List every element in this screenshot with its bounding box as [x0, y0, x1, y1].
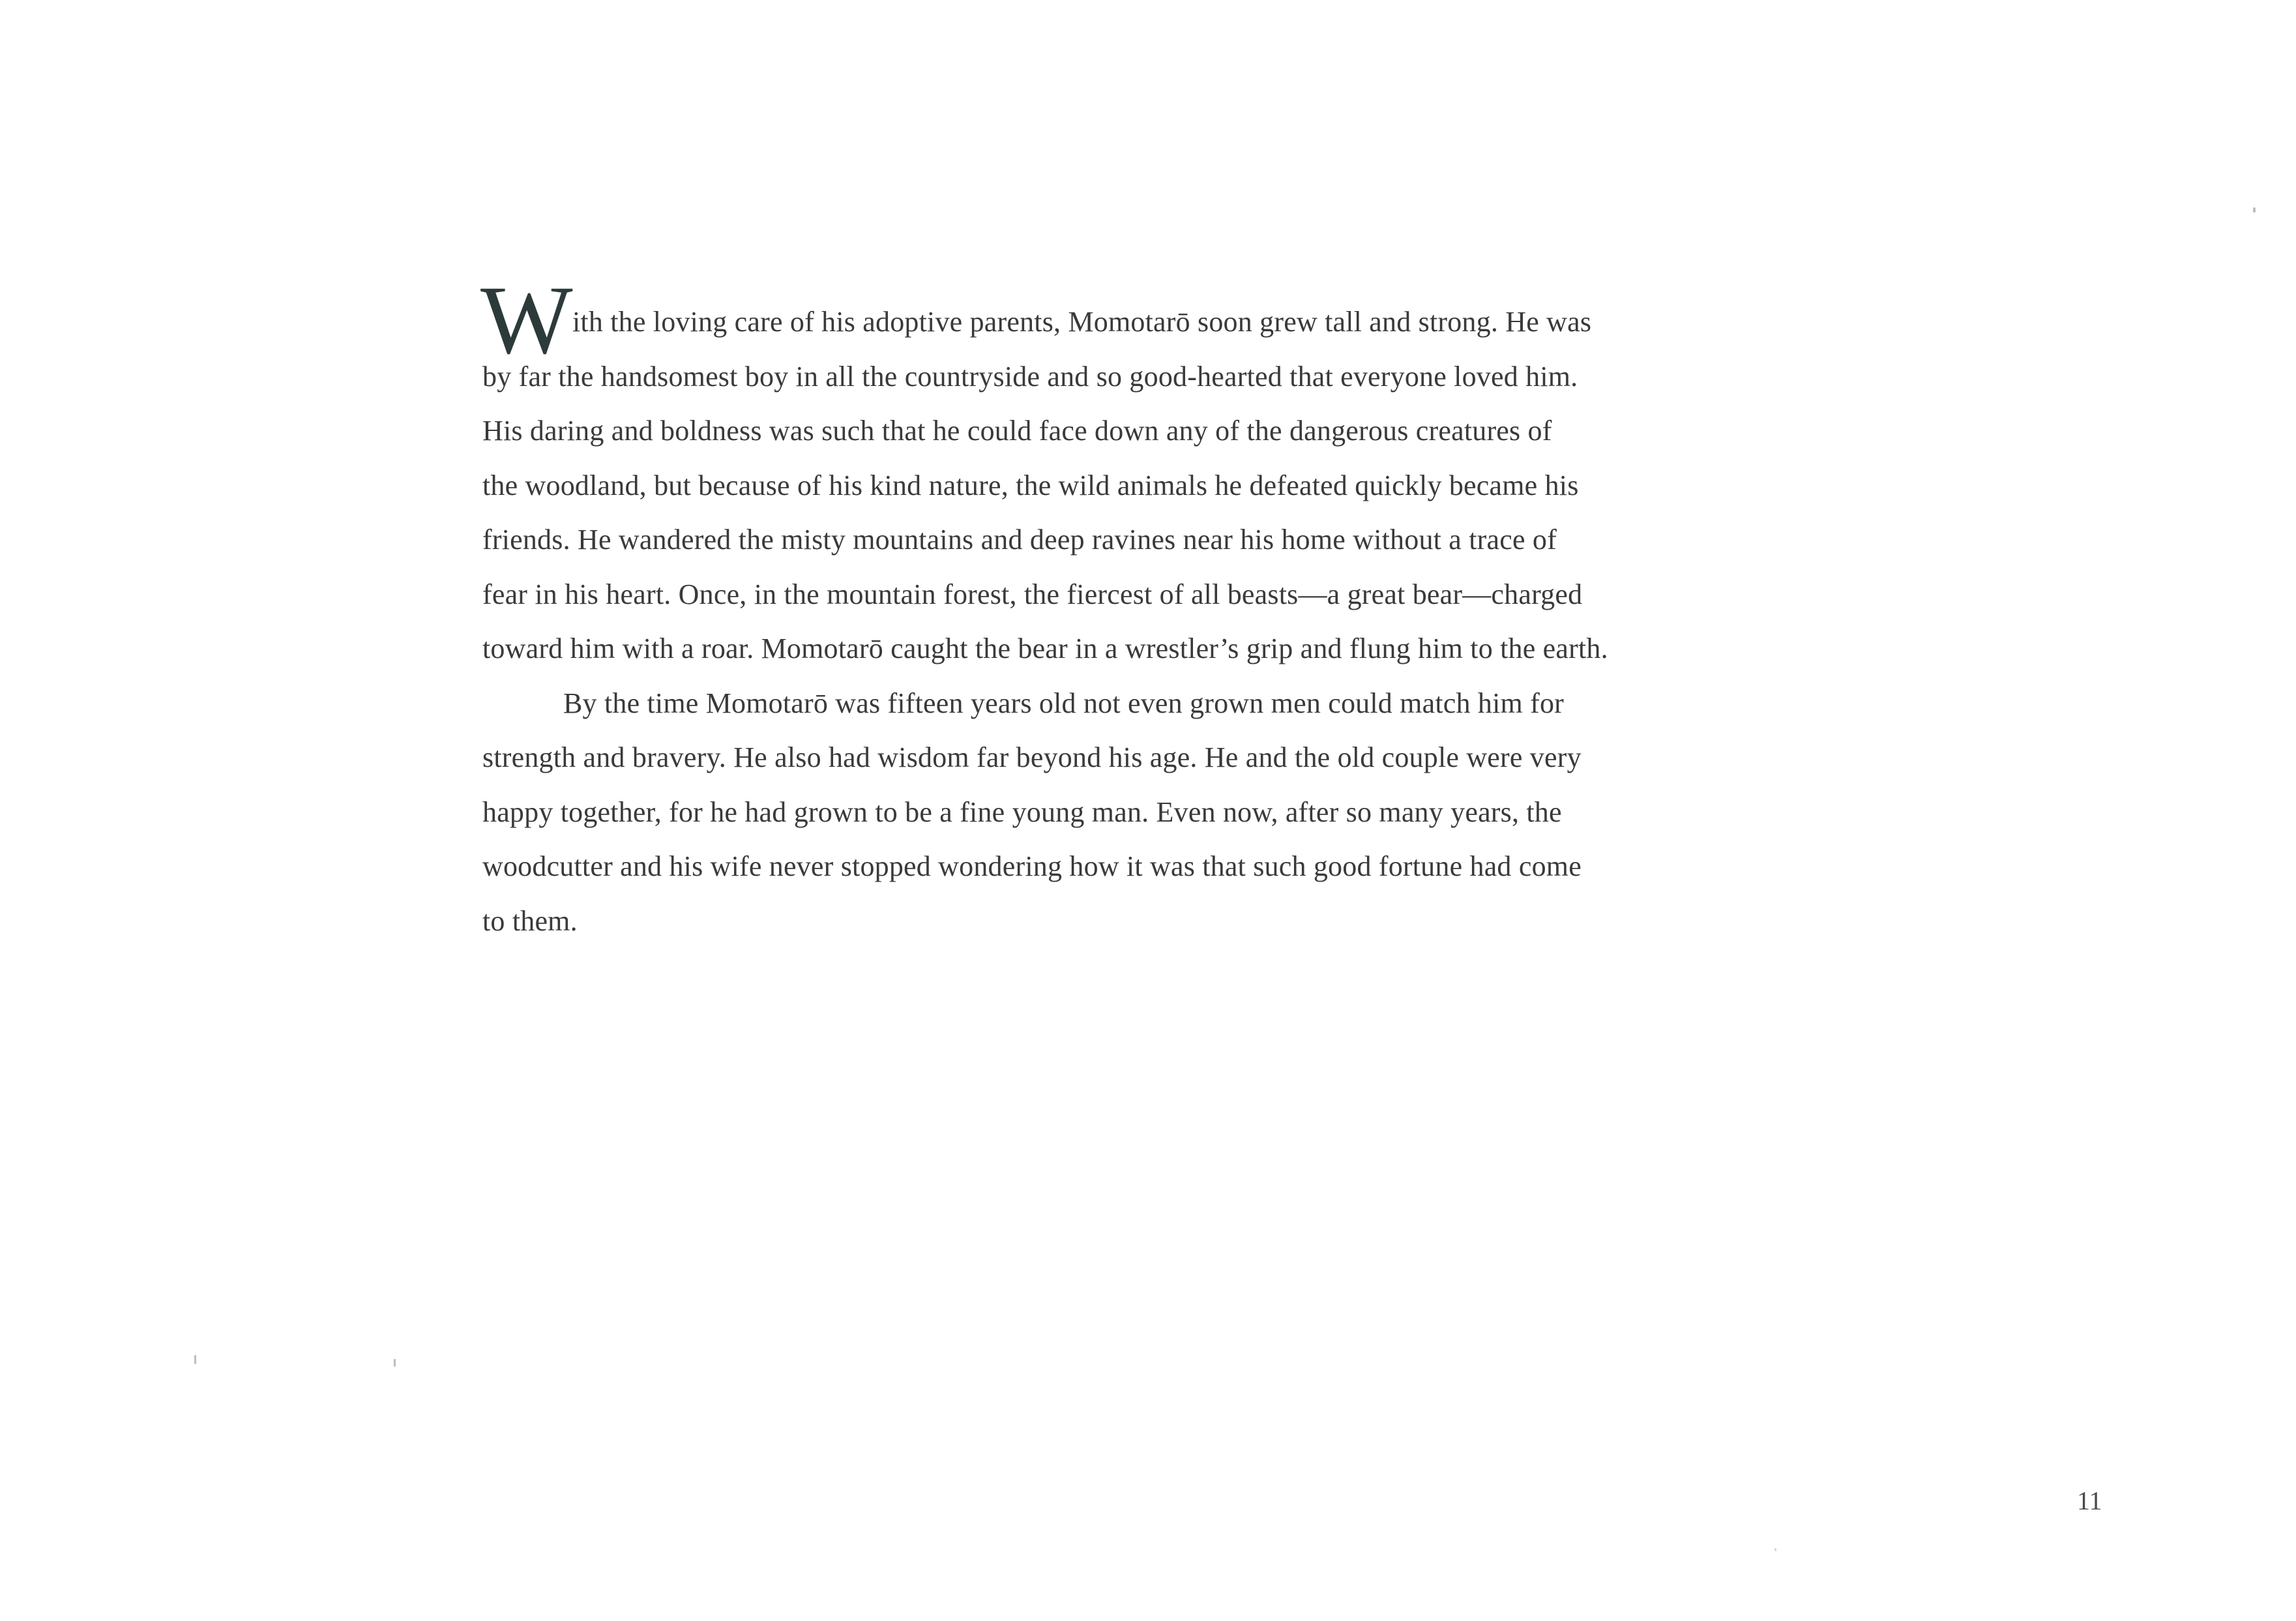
- scan-speck: [194, 1355, 196, 1364]
- paragraph-1-line: fear in his heart. Once, in the mountain forest, the fiercest of all beasts—a great bear—charged: [482, 578, 1583, 610]
- drop-cap: W: [480, 266, 573, 374]
- paragraph-2-line: woodcutter and his wife never stopped wondering how it was that such good fortune had come: [482, 850, 1582, 882]
- paragraph-1-line-1-text: ith the loving care of his adoptive parents, Momotarō soon grew tall and strong. He was: [572, 306, 1592, 338]
- paragraph-2-line: strength and bravery. He also had wisdom far beyond his age. He and the old couple were very: [482, 741, 1582, 773]
- scan-speck: [1774, 1548, 1776, 1551]
- paragraph-2-line: to them.: [482, 904, 578, 937]
- paragraph-2-line-1-text: By the time Momotarō was fifteen years old not even grown men could match him for: [563, 687, 1565, 719]
- paragraph-1-line: by far the handsomest boy in all the countryside and so good-hearted that everyone loved him.: [482, 360, 1578, 393]
- scan-speck: [2253, 207, 2256, 213]
- paragraph-1-line: His daring and boldness was such that he could face down any of the dangerous creatures of: [482, 415, 1552, 447]
- paragraph-1-line: toward him with a roar. Momotarō caught the bear in a wrestler’s grip and flung him to the earth.: [482, 632, 1608, 664]
- paragraph-1-line-1: [480, 266, 1819, 374]
- paragraph-2-line: happy together, for he had grown to be a fine young man. Even now, after so many years, the: [482, 796, 1562, 828]
- paragraph-2-line-1: [482, 676, 1819, 731]
- page-number: 11: [2077, 1486, 2102, 1515]
- paragraph-1-line: friends. He wandered the misty mountains and deep ravines near his home without a trace of: [482, 524, 1557, 556]
- story-text: [480, 266, 1819, 948]
- scan-speck: [394, 1359, 396, 1367]
- paragraph-1-line: the woodland, but because of his kind nature, the wild animals he defeated quickly became his: [482, 469, 1579, 501]
